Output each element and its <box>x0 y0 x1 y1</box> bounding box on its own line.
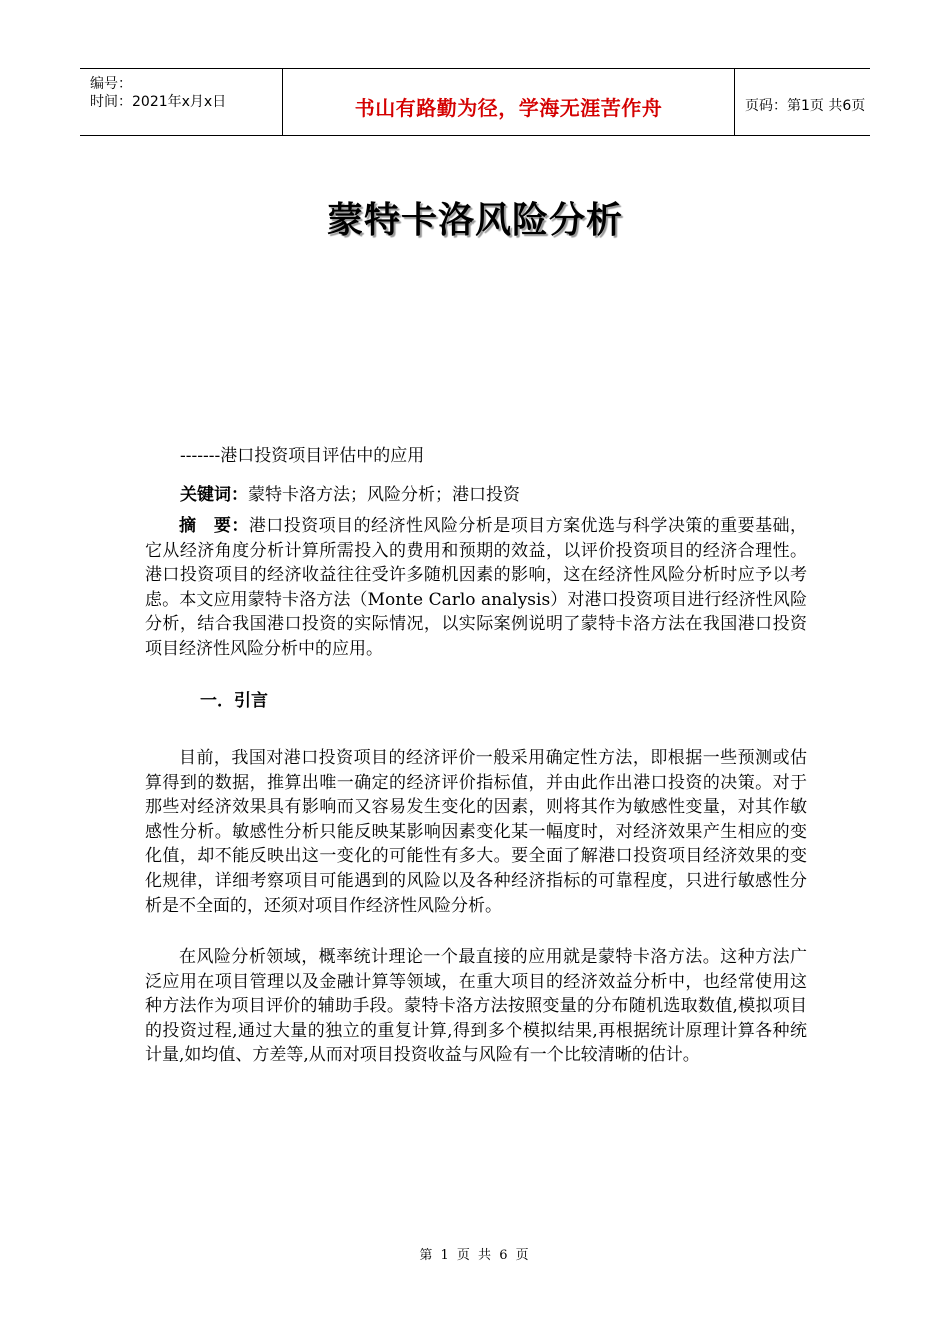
page-footer: 第 1 页 共 6 页 <box>419 1248 531 1263</box>
document-subtitle: -------港口投资项目评估中的应用 <box>180 446 425 466</box>
serial-label: 编号： <box>90 76 132 92</box>
keywords-text: 蒙特卡洛方法；风险分析；港口投资 <box>248 485 520 505</box>
keywords-label: 关键词： <box>180 485 248 505</box>
header-left-cell <box>80 69 282 135</box>
section-heading-introduction: 一．引言 <box>200 691 268 711</box>
header-motto-cell <box>282 69 735 135</box>
abstract-paragraph <box>145 514 807 662</box>
abstract-text: 港口投资项目的经济性风险分析是项目方案优选与科学决策的重要基础，它从经济角度分析计算所需投入的费用和预期的效益，以评价投资项目的经济合理性。港口投资项目的经济收益往往受许多随机因素的影响，这在经济性风险分析时应予以考虑。本文应用蒙特卡洛方法（Monte Carlo analysis）对港口投资项目进行经济性风险分析，结合我国港口投资的实际情况，以实际案例说明了蒙特卡洛方法在我国港口投资项目经济性风险分析中的应用。 <box>145 516 808 659</box>
document-title: 蒙特卡洛风险分析 <box>326 200 623 241</box>
date-line: 时间：2021年x月x日 <box>90 94 227 110</box>
header-page-cell <box>735 69 870 135</box>
page-header <box>80 68 870 136</box>
intro-paragraph-2: 在风险分析领域，概率统计理论一个最直接的应用就是蒙特卡洛方法。这种方法广泛应用在项目管理以及金融计算等领域，在重大项目的经济效益分析中，也经常使用这种方法作为项目评价的辅助手段。蒙特卡洛方法按照变量的分布随机选取数值,模拟项目的投资过程,通过大量的独立的重复计算,得到多个模拟结果,再根据统计原理计算各种统计量,如均值、方差等,从而对项目投资收益与风险有一个比较清晰的估计。 <box>145 947 807 1066</box>
header-page-info: 页码：第1页 共6页 <box>745 98 866 114</box>
abstract-label: 摘 要： <box>179 516 249 536</box>
keywords-line <box>180 480 520 505</box>
header-motto: 书山有路勤为径，学海无涯苦作舟 <box>354 96 663 120</box>
intro-paragraph-1: 目前，我国对港口投资项目的经济评价一般采用确定性方法，即根据一些预测或估算得到的数据，推算出唯一确定的经济评价指标值，并由此作出港口投资的决策。对于那些对经济效果具有影响而又容易发生变化的因素，则将其作为敏感性变量，对其作敏感性分析。敏感性分析只能反映某影响因素变化某一幅度时，对经济效果产生相应的变化值，却不能反映出这一变化的可能性有多大。要全面了解港口投资项目经济效果的变化规律，详细考察项目可能遇到的风险以及各种经济指标的可靠程度，只进行敏感性分析是不全面的，还须对项目作经济性风险分析。 <box>145 748 807 916</box>
